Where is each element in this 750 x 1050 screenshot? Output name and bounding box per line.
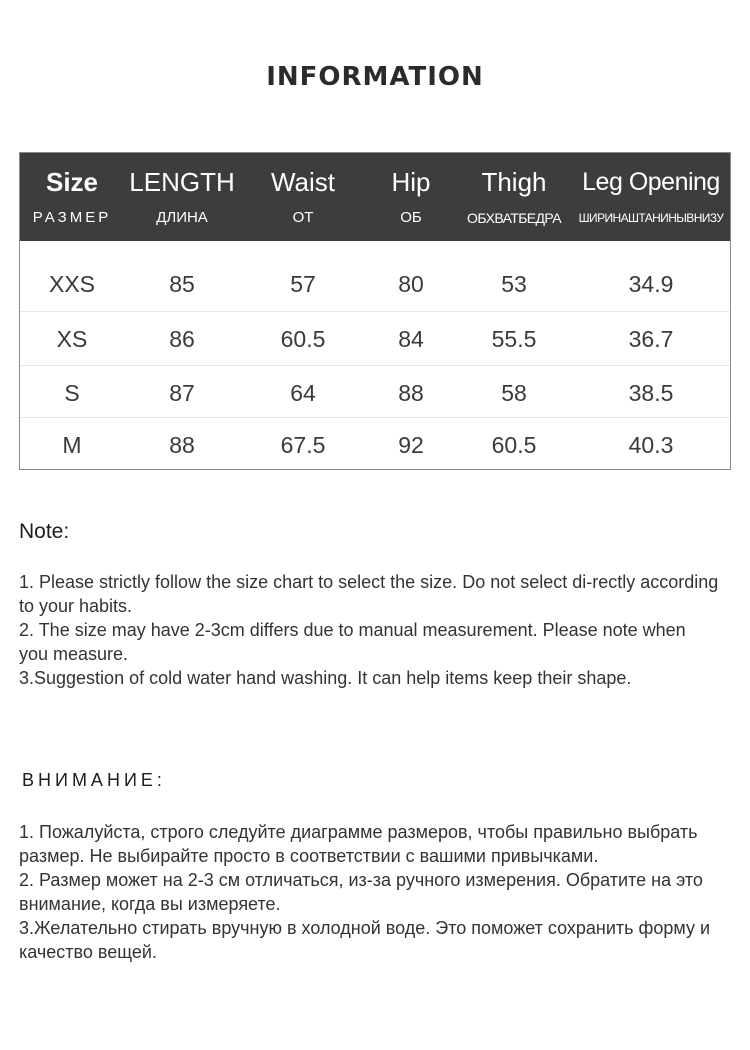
column-header-length: [124, 153, 240, 241]
note-item: 1. Please strictly follow the size chart to select the size. Do not select di-rectly according to your habits.: [19, 572, 719, 616]
column-header-ru: ОТ: [292, 209, 314, 226]
column-header-en: Leg Opening: [582, 168, 720, 196]
ru-note-list: [19, 820, 719, 964]
table-cell: 84: [398, 326, 424, 352]
table-cell: 55.5: [491, 326, 537, 352]
note-heading: Note:: [19, 520, 70, 543]
ru-note-item: 3.Желательно стирать вручную в холодной воде. Это поможет сохранить форму и качество вещей.: [19, 918, 711, 962]
table-cell: 40.3: [628, 432, 674, 458]
column-header-ru: ШИРИНАШТАНИНЫВНИЗУ: [578, 211, 724, 225]
column-header-ru: ОБХВАТБЕДРА: [467, 210, 561, 226]
column-header-en: Thigh: [481, 167, 547, 197]
table-header: [20, 153, 730, 241]
column-header-waist: [240, 153, 366, 241]
page-title: INFORMATION: [266, 62, 484, 92]
table-cell: 88: [169, 432, 195, 458]
table-cell: 80: [398, 271, 424, 297]
column-header-thigh: [456, 153, 572, 241]
table-cell: 34.9: [628, 271, 674, 297]
table-cell: 86: [169, 326, 195, 352]
column-header-hip: [366, 153, 456, 241]
table-cell: M: [62, 432, 82, 458]
column-header-en: Hip: [391, 167, 431, 197]
ru-note-item: 1. Пожалуйста, строго следуйте диаграмме размеров, чтобы правильно выбрать размер. Не выбирайте просто в соответствии с вашими привычками.: [19, 822, 698, 866]
table-cell: 64: [290, 380, 316, 406]
column-header-ru: ОБ: [400, 209, 422, 226]
column-header-en: LENGTH: [129, 167, 235, 197]
table-cell: 38.5: [628, 380, 674, 406]
table-cell: XS: [56, 326, 88, 352]
table-row: [20, 257, 730, 311]
table-cell: 92: [398, 432, 424, 458]
column-header-ru: РАЗМЕР: [32, 209, 112, 226]
table-cell: 85: [169, 271, 195, 297]
table-cell: 53: [501, 271, 527, 297]
note-item: 3.Suggestion of cold water hand washing. It can help items keep their shape.: [19, 668, 632, 688]
column-header-size: [20, 153, 124, 241]
table-cell: 57: [290, 271, 316, 297]
ru-note-heading: ВНИМАНИЕ:: [22, 770, 166, 790]
table-cell: 87: [169, 380, 195, 406]
column-header-leg-opening: [572, 153, 730, 241]
ru-note-item: 2. Размер может на 2-3 см отличаться, из-за ручного измерения. Обратите на это внимание, когда вы измеряете.: [19, 870, 703, 914]
note-list: [19, 570, 719, 690]
table-row: [20, 417, 730, 471]
column-header-ru: ДЛИНА: [156, 209, 208, 226]
table-cell: 67.5: [280, 432, 326, 458]
table-cell: 36.7: [628, 326, 674, 352]
table-cell: XXS: [48, 271, 96, 297]
size-chart-table: [19, 152, 731, 470]
table-cell: 60.5: [280, 326, 326, 352]
table-cell: 88: [398, 380, 424, 406]
table-cell: 58: [501, 380, 527, 406]
table-row: [20, 311, 730, 365]
column-header-en: Size: [45, 167, 99, 197]
table-row: [20, 365, 730, 419]
table-cell: 60.5: [491, 432, 537, 458]
note-item: 2. The size may have 2-3cm differs due to manual measurement. Please note when you measure.: [19, 620, 686, 664]
column-header-en: Waist: [270, 167, 336, 197]
table-cell: S: [64, 380, 80, 406]
